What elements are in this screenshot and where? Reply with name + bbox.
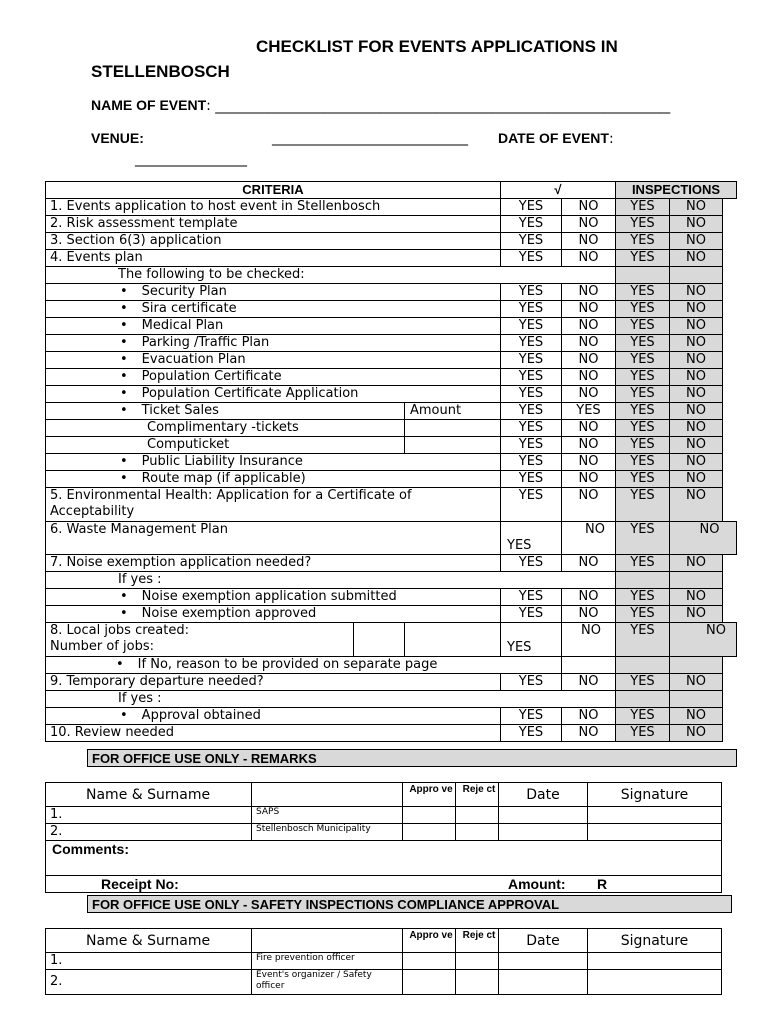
table-row [46,691,737,708]
name-of-event-label: NAME OF EVENT [91,97,207,113]
table-row [46,824,722,841]
inspection-no[interactable]: NO [670,403,723,420]
yes-cell[interactable]: YES [501,386,562,403]
inspections-header: INSPECTIONS [616,182,737,199]
inspection-no[interactable]: NO [670,233,723,250]
signature-header: Signature [588,783,722,807]
table-row [46,369,737,386]
table-row [46,420,737,437]
inspection-yes[interactable]: YES [616,386,670,403]
no-cell[interactable]: YES [562,403,616,420]
table-row [46,488,737,522]
name-header: Name & Surname [46,929,252,953]
no-cell[interactable]: NO [562,708,616,725]
table-row [46,471,737,488]
table-row [46,623,737,657]
currency-label: R [597,876,608,892]
no-cell[interactable]: NO [562,301,616,318]
signature-cell[interactable] [588,807,722,824]
yes-cell[interactable]: YES [501,403,562,420]
inspection-no[interactable]: NO [670,454,723,471]
table-row [46,335,737,352]
receipt-field[interactable] [46,876,722,893]
no-cell[interactable]: NO [562,606,616,623]
safety-table [45,928,722,995]
no-cell[interactable]: NO [562,284,616,301]
organization-label: SAPS [252,807,403,824]
row-number: 2. [46,970,252,995]
amount-value[interactable] [405,437,501,454]
yes-cell[interactable]: YES [501,555,562,572]
table-row [46,216,737,233]
date-colon: : [608,131,614,147]
inspection-no[interactable]: NO [670,488,723,522]
inspection-no[interactable]: NO [670,284,723,301]
date-cell[interactable] [499,970,588,995]
criteria-label: Complimentary -tickets [46,420,405,437]
criteria-label: • Sira certificate [46,301,501,318]
criteria-label: If yes : [46,691,616,708]
venue-blank[interactable]: ____________________________ [272,130,468,146]
table-row [46,708,737,725]
comments-row [46,841,722,876]
table-row [46,352,737,369]
inspection-no[interactable]: NO [670,437,723,454]
table-row [46,301,737,318]
office-use-table [45,782,722,893]
yes-cell[interactable]: YES [501,522,562,555]
inspection-yes[interactable]: YES [616,250,670,267]
inspection-no[interactable]: NO [670,386,723,403]
criteria-label: • Ticket Sales [46,403,405,420]
inspection-no[interactable]: NO [670,674,723,691]
yes-cell[interactable]: YES [501,437,562,454]
criteria-label: 4. Events plan [46,250,501,267]
office-header-row [46,783,722,807]
inspection-no[interactable]: NO [670,725,723,742]
criteria-label: • Evacuation Plan [46,352,501,369]
inspection-no[interactable]: NO [670,471,723,488]
row-number: 1. [46,953,252,970]
table-row [46,233,737,250]
inspection-yes[interactable]: YES [616,606,670,623]
check-header: √ [501,182,616,199]
table-row [46,250,737,267]
amount-value[interactable] [405,420,501,437]
criteria-label: • Route map (if applicable) [46,471,501,488]
organization-label: Stellenbosch Municipality [252,824,403,841]
signature-cell[interactable] [588,953,722,970]
jobs-count-field[interactable] [354,623,405,657]
criteria-label: 8. Local jobs created: Number of jobs: [46,623,354,657]
criteria-label: The following to be checked: [46,267,616,284]
inspection-no[interactable]: NO [670,335,723,352]
criteria-label: 1. Events application to host event in Stellenbosch [46,199,501,216]
inspection-no[interactable]: NO [670,623,737,657]
criteria-label: • Parking /Traffic Plan [46,335,501,352]
table-row [46,674,737,691]
no-cell[interactable]: NO [562,199,616,216]
criteria-label: 9. Temporary departure needed? [46,674,501,691]
yes-cell[interactable]: YES [501,420,562,437]
inspection-yes[interactable]: YES [616,369,670,386]
table-row [46,725,737,742]
table-row [46,267,737,284]
no-cell[interactable]: NO [562,437,616,454]
inspection-no[interactable]: NO [670,589,723,606]
criteria-label: • Noise exemption application submitted [46,589,501,606]
table-row [46,437,737,454]
no-cell[interactable]: NO [562,522,616,555]
inspection-yes[interactable]: YES [616,589,670,606]
inspection-no[interactable]: NO [670,216,723,233]
criteria-label: • Public Liability Insurance [46,454,501,471]
date-header: Date [499,783,588,807]
inspection-no[interactable]: NO [670,522,737,555]
no-cell[interactable]: NO [562,623,616,657]
no-cell[interactable]: NO [562,233,616,250]
organization-label: Event's organizer / Safety officer [252,970,403,995]
yes-cell[interactable]: YES [501,606,562,623]
no-cell[interactable]: NO [562,318,616,335]
no-cell[interactable]: NO [562,674,616,691]
inspection-yes[interactable]: YES [616,674,670,691]
organization-label: Fire prevention officer [252,953,403,970]
inspection-no[interactable]: NO [670,708,723,725]
yes-cell[interactable]: YES [501,488,562,522]
reject-cell[interactable] [456,970,499,995]
inspection-no[interactable]: NO [670,606,723,623]
inspection-no[interactable]: NO [670,555,723,572]
table-row [46,606,737,623]
jobs-extra-field[interactable] [405,623,501,657]
criteria-label: • Noise exemption approved [46,606,501,623]
approve-cell[interactable] [403,807,456,824]
date-cell[interactable] [499,807,588,824]
no-cell[interactable]: NO [562,386,616,403]
checklist-table [45,181,737,742]
inspection-no[interactable]: NO [670,250,723,267]
criteria-label: If yes : [46,572,616,589]
amount-label: Amount: [508,876,566,892]
inspection-no[interactable]: NO [670,301,723,318]
inspection-yes[interactable]: YES [616,555,670,572]
inspection-yes[interactable]: YES [616,301,670,318]
reject-header: Reje ct [456,783,499,807]
no-cell[interactable]: NO [562,488,616,522]
yes-cell[interactable]: YES [501,674,562,691]
yes-cell[interactable]: YES [501,216,562,233]
table-row [46,555,737,572]
inspection-no[interactable]: NO [670,199,723,216]
yes-cell[interactable]: YES [501,233,562,250]
criteria-label: 5. Environmental Health: Application for a Certificate of Acceptability [46,488,501,522]
yes-cell[interactable]: YES [501,454,562,471]
inspection-yes[interactable]: YES [616,623,670,657]
remarks-bar: FOR OFFICE USE ONLY - REMARKS [87,749,737,767]
criteria-label: • Security Plan [46,284,501,301]
comments-field[interactable]: Comments: [46,841,722,876]
yes-cell[interactable]: YES [501,284,562,301]
yes-cell[interactable]: YES [501,589,562,606]
no-cell[interactable]: NO [562,216,616,233]
no-cell[interactable]: NO [562,589,616,606]
no-cell[interactable]: NO [562,454,616,471]
inspection-yes[interactable]: YES [616,708,670,725]
reject-cell[interactable] [456,953,499,970]
no-cell[interactable]: NO [562,420,616,437]
title-line-2: STELLENBOSCH [91,62,230,81]
approve-cell[interactable] [403,970,456,995]
yes-cell[interactable]: YES [501,623,562,657]
approve-header: Appro ve [403,929,456,953]
inspection-yes[interactable]: YES [616,454,670,471]
yes-cell[interactable]: YES [501,301,562,318]
inspection-no[interactable]: NO [670,318,723,335]
yes-cell[interactable]: YES [501,335,562,352]
receipt-label: Receipt No: [101,876,179,892]
yes-cell[interactable]: YES [501,318,562,335]
no-cell[interactable]: NO [562,250,616,267]
no-cell[interactable]: NO [562,725,616,742]
row-number: 1. [46,807,252,824]
inspection-yes[interactable]: YES [616,216,670,233]
date-cell[interactable] [499,824,588,841]
reject-cell[interactable] [456,824,499,841]
yes-cell[interactable]: YES [501,199,562,216]
venue-blank-2: ________________ [135,151,247,167]
criteria-label: • Approval obtained [46,708,501,725]
inspection-yes[interactable]: YES [616,318,670,335]
criteria-label: • Population Certificate [46,369,501,386]
name-header: Name & Surname [46,783,252,807]
table-row [46,318,737,335]
inspection-yes[interactable]: YES [616,233,670,250]
reject-header: Reje ct [456,929,499,953]
table-row [46,403,737,420]
criteria-label: 7. Noise exemption application needed? [46,555,501,572]
receipt-row [46,876,722,893]
no-cell[interactable]: NO [562,335,616,352]
approve-header: Appro ve [403,783,456,807]
yes-cell[interactable]: YES [501,369,562,386]
date-header: Date [499,929,588,953]
table-row [46,953,722,970]
table-row [46,970,722,995]
date-label: DATE OF EVENT [498,130,609,146]
date-cell[interactable] [499,953,588,970]
criteria-label: • Population Certificate Application [46,386,501,403]
signature-cell[interactable] [588,970,722,995]
inspection-no[interactable]: NO [670,420,723,437]
table-row [46,807,722,824]
name-of-event-blank: : _________________________________________________________________ [206,98,671,114]
table-row [46,589,737,606]
criteria-label: Computicket [46,437,405,454]
inspection-yes[interactable]: YES [616,335,670,352]
criteria-label: • Medical Plan [46,318,501,335]
yes-cell[interactable]: YES [501,708,562,725]
signature-cell[interactable] [588,824,722,841]
table-row [46,199,737,216]
inspection-yes[interactable]: YES [616,352,670,369]
inspection-yes[interactable]: YES [616,403,670,420]
inspection-yes[interactable]: YES [616,420,670,437]
criteria-label: 2. Risk assessment template [46,216,501,233]
inspection-yes[interactable]: YES [616,199,670,216]
amount-label: Amount [405,403,501,420]
venue-label: VENUE: [91,130,144,146]
yes-cell[interactable]: YES [501,725,562,742]
approve-cell[interactable] [403,953,456,970]
table-row [46,572,737,589]
inspection-yes[interactable]: YES [616,471,670,488]
title-line-1: CHECKLIST FOR EVENTS APPLICATIONS IN [256,37,618,56]
approve-cell[interactable] [403,824,456,841]
criteria-label: 6. Waste Management Plan [46,522,501,555]
table-row [46,454,737,471]
criteria-label: 10. Review needed [46,725,501,742]
yes-cell[interactable]: YES [501,250,562,267]
yes-cell[interactable]: YES [501,352,562,369]
inspection-no[interactable]: NO [670,352,723,369]
no-cell[interactable]: NO [562,369,616,386]
yes-cell[interactable]: YES [501,471,562,488]
inspection-yes[interactable]: YES [616,284,670,301]
criteria-label: • If No, reason to be provided on separate page [46,657,562,674]
criteria-header: CRITERIA [46,182,501,199]
criteria-label: 3. Section 6(3) application [46,233,501,250]
table-row [46,522,737,555]
inspection-no[interactable]: NO [670,369,723,386]
inspection-yes[interactable]: YES [616,437,670,454]
safety-header-row [46,929,722,953]
reject-cell[interactable] [456,807,499,824]
name-of-event-field[interactable] [91,97,670,114]
criteria-header-row [46,182,737,199]
table-row [46,386,737,403]
inspection-yes[interactable]: YES [616,488,670,522]
no-cell[interactable]: NO [562,471,616,488]
table-row [46,657,737,674]
no-cell[interactable]: NO [562,352,616,369]
table-row [46,284,737,301]
safety-bar: FOR OFFICE USE ONLY - SAFETY INSPECTIONS COMPLIANCE APPROVAL [87,895,732,913]
no-cell[interactable]: NO [562,555,616,572]
row-number: 2. [46,824,252,841]
date-of-event-field[interactable] [498,130,614,147]
inspection-yes[interactable]: YES [616,725,670,742]
inspection-yes[interactable]: YES [616,522,670,555]
signature-header: Signature [588,929,722,953]
